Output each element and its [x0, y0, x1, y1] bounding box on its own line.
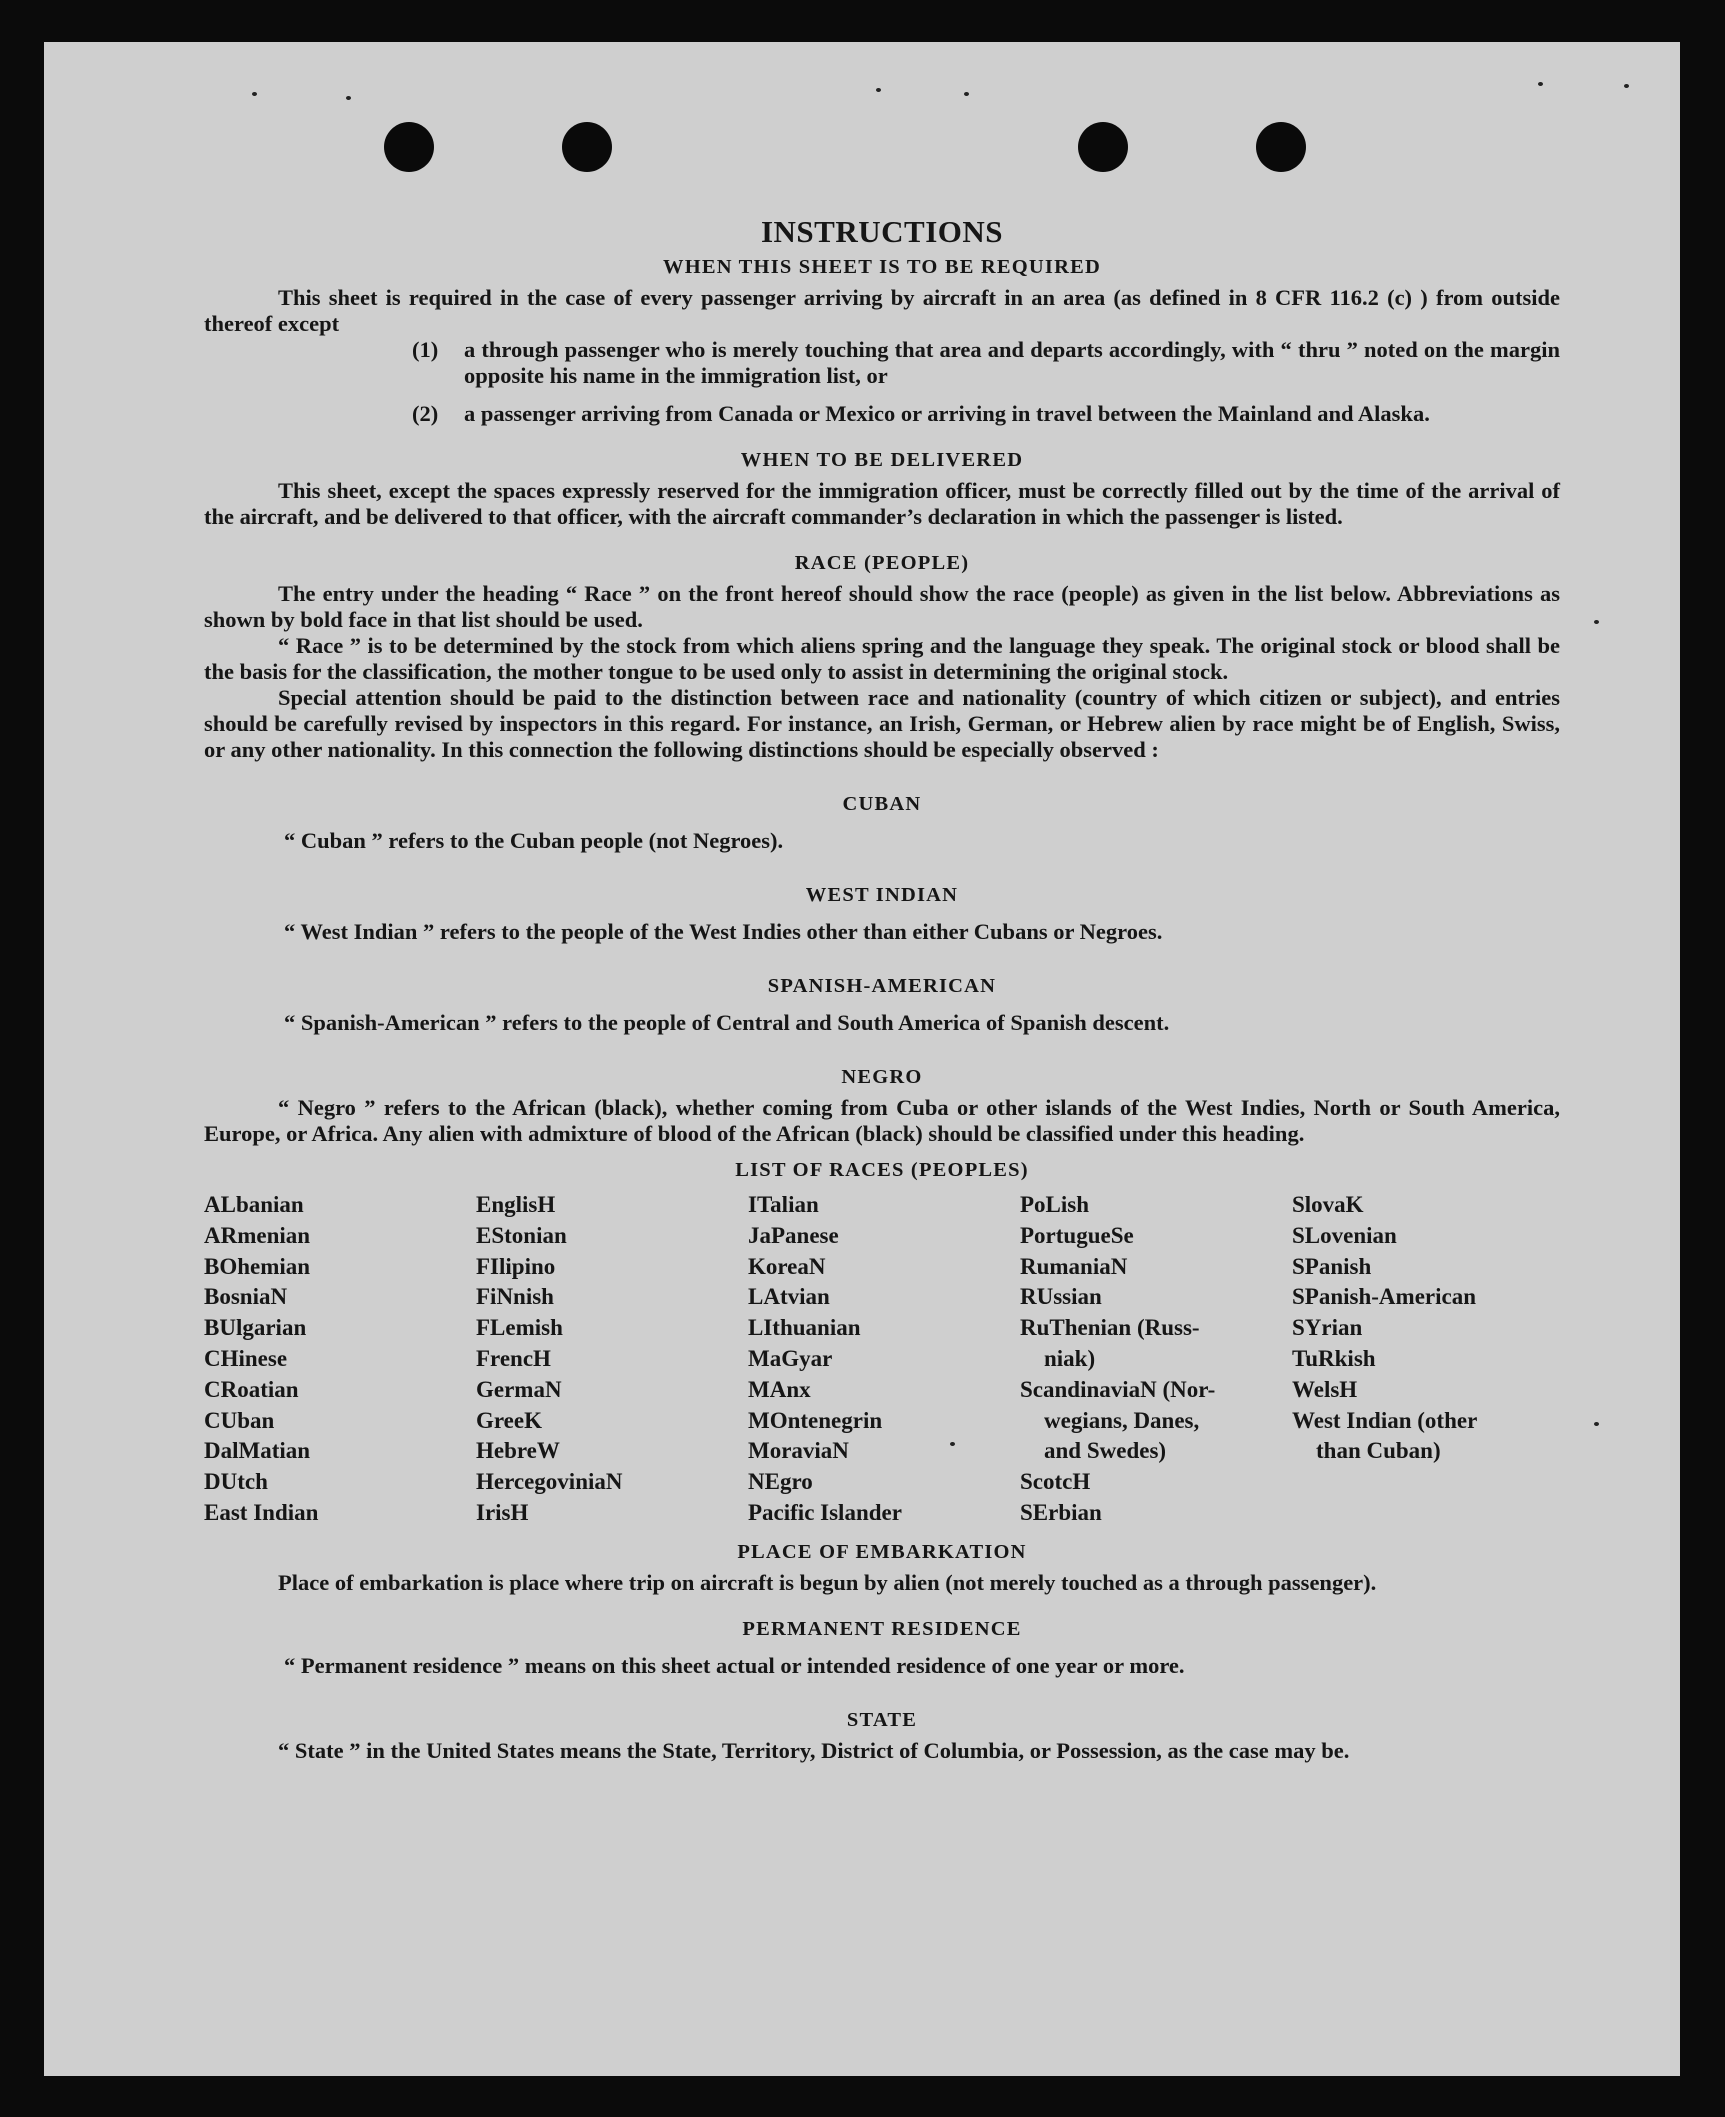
race-entry: SErbian — [1020, 1499, 1102, 1525]
definition-negro: “ Negro ” refers to the African (black), whether coming from Cuba or other islands of the West Indies, North or South America, Europe, or Africa. Any alien with admixture of blood of the African (black) should be classified under this heading. — [204, 1095, 1560, 1146]
race-entry-continuation: wegians, Danes, — [1044, 1407, 1200, 1433]
race-entry: TuRkish — [1292, 1345, 1376, 1371]
section-heading-cuban: CUBAN — [842, 793, 922, 815]
race-entry: CHinese — [204, 1345, 288, 1371]
section-heading-west-indian: WEST INDIAN — [805, 884, 959, 906]
definition-cuban: “ Cuban ” refers to the Cuban people (not Negroes). — [284, 828, 784, 853]
races-column — [204, 1190, 476, 1529]
race-entry: FIlipino — [476, 1253, 556, 1279]
race-entry: EnglisH — [476, 1192, 556, 1217]
race-entry-continuation: niak) — [1044, 1345, 1096, 1371]
ink-speck — [1594, 620, 1599, 624]
race-entry: West Indian (other — [1292, 1407, 1478, 1433]
section-heading-when-delivered: WHEN TO BE DELIVERED — [740, 449, 1024, 471]
race-entry: WelsH — [1292, 1376, 1358, 1402]
race-entry: FiNnish — [476, 1284, 554, 1310]
race-entry: NEgro — [748, 1469, 813, 1495]
document-page — [44, 42, 1680, 2076]
race-entry-continuation: and Swedes) — [1044, 1438, 1167, 1464]
section-heading-embarkation: PLACE OF EMBARKATION — [737, 1540, 1027, 1563]
section-heading-race: RACE (PEOPLE) — [794, 552, 970, 574]
race-entry: East Indian — [204, 1499, 319, 1525]
section-heading-when-required: WHEN THIS SHEET IS TO BE REQUIRED — [663, 256, 1101, 278]
race-entry: SlovaK — [1292, 1192, 1364, 1217]
paragraph-race-entry: The entry under the heading “ Race ” on the front hereof should show the race (people) as given in the list below. Abbreviations as shown by bold face in that list should be used. — [204, 581, 1560, 632]
section-heading-state: STATE — [846, 1708, 918, 1731]
race-entry: RumaniaN — [1020, 1253, 1128, 1279]
list-item-text: a through passenger who is merely touching that area and departs accordingly, with “ thru ” noted on the margin opposite his name in the immigration list, or — [464, 337, 1560, 388]
race-entry: ScandinaviaN (Nor- — [1020, 1376, 1216, 1402]
punch-hole — [1078, 122, 1128, 172]
section-heading-list-of-races: LIST OF RACES (PEOPLES) — [735, 1159, 1029, 1181]
race-entry: BOhemian — [204, 1253, 311, 1279]
section-heading-permanent-residence: PERMANENT RESIDENCE — [742, 1617, 1022, 1640]
race-entry: SYrian — [1292, 1315, 1363, 1341]
race-entry: RuThenian (Russ- — [1020, 1315, 1200, 1341]
race-entry: MoraviaN — [748, 1438, 849, 1464]
punch-hole — [562, 122, 612, 172]
race-entry: KoreaN — [748, 1253, 826, 1279]
list-item — [204, 337, 1560, 389]
race-entry: IrisH — [476, 1499, 529, 1525]
race-entry: FLemish — [476, 1315, 563, 1341]
races-column — [476, 1190, 748, 1529]
definition-state: “ State ” in the United States means the State, Territory, District of Columbia, or Possession, as the case may be. — [278, 1737, 1350, 1763]
list-item-text: a passenger arriving from Canada or Mexico or arriving in travel between the Mainland and Alaska. — [464, 401, 1430, 426]
definition-west-indian: “ West Indian ” refers to the people of the West Indies other than either Cubans or Negroes. — [284, 919, 1163, 944]
paragraph-when-required: This sheet is required in the case of every passenger arriving by aircraft in an area (as defined in 8 CFR 116.2 (c) ) from outside thereof except — [204, 285, 1560, 336]
races-column — [1292, 1190, 1560, 1529]
race-entry: FrencH — [476, 1345, 551, 1371]
race-entry-continuation: than Cuban) — [1316, 1438, 1441, 1464]
race-entry: EStonian — [476, 1222, 567, 1248]
race-entry: SLovenian — [1292, 1222, 1397, 1248]
ink-speck — [964, 92, 969, 96]
race-entry: ARmenian — [204, 1222, 311, 1248]
race-entry: SPanish — [1292, 1253, 1372, 1279]
race-entry: RUssian — [1020, 1284, 1102, 1310]
race-entry: GermaN — [476, 1376, 562, 1402]
punch-hole — [384, 122, 434, 172]
definition-permanent-residence: “ Permanent residence ” means on this sheet actual or intended residence of one year or more. — [284, 1652, 1185, 1678]
race-entry: SPanish-American — [1292, 1284, 1476, 1310]
instructions-content — [204, 172, 1560, 1764]
race-entry: CRoatian — [204, 1376, 299, 1402]
race-entry: Pacific Islander — [748, 1499, 902, 1525]
ink-speck — [346, 96, 351, 100]
races-column — [748, 1190, 1020, 1529]
race-entry: DUtch — [204, 1469, 268, 1495]
ink-speck — [1538, 82, 1543, 86]
race-entry: GreeK — [476, 1407, 542, 1433]
race-entry: LAtvian — [748, 1284, 830, 1310]
section-heading-negro: NEGRO — [841, 1066, 923, 1088]
race-entry: BosniaN — [204, 1284, 288, 1310]
ink-speck — [1624, 84, 1629, 88]
races-list — [204, 1190, 1560, 1529]
paragraph-race-nationality: Special attention should be paid to the distinction between race and nationality (country of which citizen or subject), and entries should be carefully revised by inspectors in this regard. For instance, an Irish, German, or Hebrew alien by race might be of English, Swiss, or any other nationality. In this connection the following distinctions should be especially observed : — [204, 685, 1560, 762]
race-entry: PortugueSe — [1020, 1222, 1134, 1248]
race-entry: ScotcH — [1020, 1469, 1091, 1495]
definition-embarkation: Place of embarkation is place where trip on aircraft is begun by alien (not merely touched as a through passenger). — [278, 1569, 1377, 1595]
section-heading-spanish-american: SPANISH-AMERICAN — [767, 975, 997, 997]
race-entry: BUlgarian — [204, 1315, 307, 1341]
race-entry: LIthuanian — [748, 1315, 861, 1341]
punch-hole — [1256, 122, 1306, 172]
races-column — [1020, 1190, 1292, 1529]
race-entry: CUban — [204, 1407, 275, 1433]
race-entry: DalMatian — [204, 1438, 311, 1464]
race-entry: ALbanian — [204, 1192, 304, 1217]
race-entry: JaPanese — [748, 1222, 839, 1248]
race-entry: HebreW — [476, 1438, 560, 1464]
list-item-number: (2) — [412, 401, 439, 426]
ink-speck — [252, 92, 257, 96]
race-entry: MaGyar — [748, 1345, 833, 1371]
race-entry: MOntenegrin — [748, 1407, 883, 1433]
ink-speck — [876, 88, 881, 92]
paragraph-when-delivered: This sheet, except the spaces expressly reserved for the immigration officer, must be correctly filled out by the time of the arrival of the aircraft, and be delivered to that officer, with the aircraft commander’s declaration in which the passenger is listed. — [204, 478, 1560, 529]
list-item-number: (1) — [412, 337, 439, 362]
race-entry: HercegoviniaN — [476, 1469, 623, 1495]
definition-spanish-american: “ Spanish-American ” refers to the people of Central and South America of Spanish descent. — [284, 1010, 1170, 1035]
race-entry: ITalian — [748, 1192, 819, 1217]
race-entry: PoLish — [1020, 1192, 1090, 1217]
page-title: INSTRUCTIONS — [760, 214, 1003, 249]
list-item — [204, 401, 1560, 427]
paragraph-race-definition: “ Race ” is to be determined by the stock from which aliens spring and the language they speak. The original stock or blood shall be the basis for the classification, the mother tongue to be used only to assist in determining the original stock. — [204, 633, 1560, 684]
race-entry: MAnx — [748, 1376, 811, 1402]
ink-speck — [1594, 1422, 1599, 1426]
